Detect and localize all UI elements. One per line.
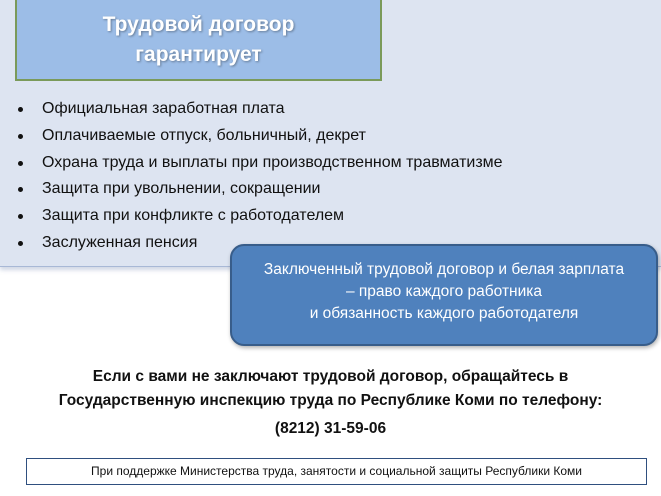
footer-note: При поддержке Министерства труда, занятости и социальной защиты Республики Коми: [26, 458, 647, 485]
contact-block: [0, 365, 661, 441]
list-item: [18, 176, 503, 203]
bullet-icon: [18, 134, 23, 139]
title-line-1: Трудовой договор: [102, 13, 295, 36]
callout-line-3: и обязанность каждого работодателя: [309, 305, 579, 322]
bullet-icon: [18, 214, 23, 219]
bullet-icon: [18, 241, 23, 246]
contact-line-1: Если с вами не заключают трудовой договор, обращайтесь в: [92, 368, 569, 385]
bullet-icon: [18, 161, 23, 166]
guarantees-list: [18, 96, 503, 257]
list-item: [18, 123, 503, 150]
list-item-label: Защита при увольнении, сокращении: [42, 180, 321, 198]
callout-line-2: – право каждого работника: [345, 283, 543, 300]
list-item-label: Заслуженная пенсия: [42, 233, 198, 251]
list-item: [18, 203, 503, 230]
callout-box: [230, 244, 658, 346]
callout-line-1: Заключенный трудовой договор и белая зарплата: [263, 261, 625, 278]
bullet-icon: [18, 187, 23, 192]
title-line-2: гарантирует: [135, 43, 262, 66]
list-item-label: Защита при конфликте с работодателем: [42, 207, 345, 225]
contact-line-2: Государственную инспекцию труда по Республике Коми по телефону:: [58, 392, 603, 409]
list-item: [18, 96, 503, 123]
list-item-label: Официальная заработная плата: [42, 100, 285, 117]
title-box: [15, 0, 382, 81]
list-item-label: Оплачиваемые отпуск, больничный, декрет: [42, 126, 366, 144]
list-item-label: Охрана труда и выплаты при производственном травматизме: [42, 153, 503, 171]
bullet-icon: [18, 107, 23, 112]
list-item: [18, 150, 503, 177]
phone-number: (8212) 31-59-06: [274, 420, 387, 437]
